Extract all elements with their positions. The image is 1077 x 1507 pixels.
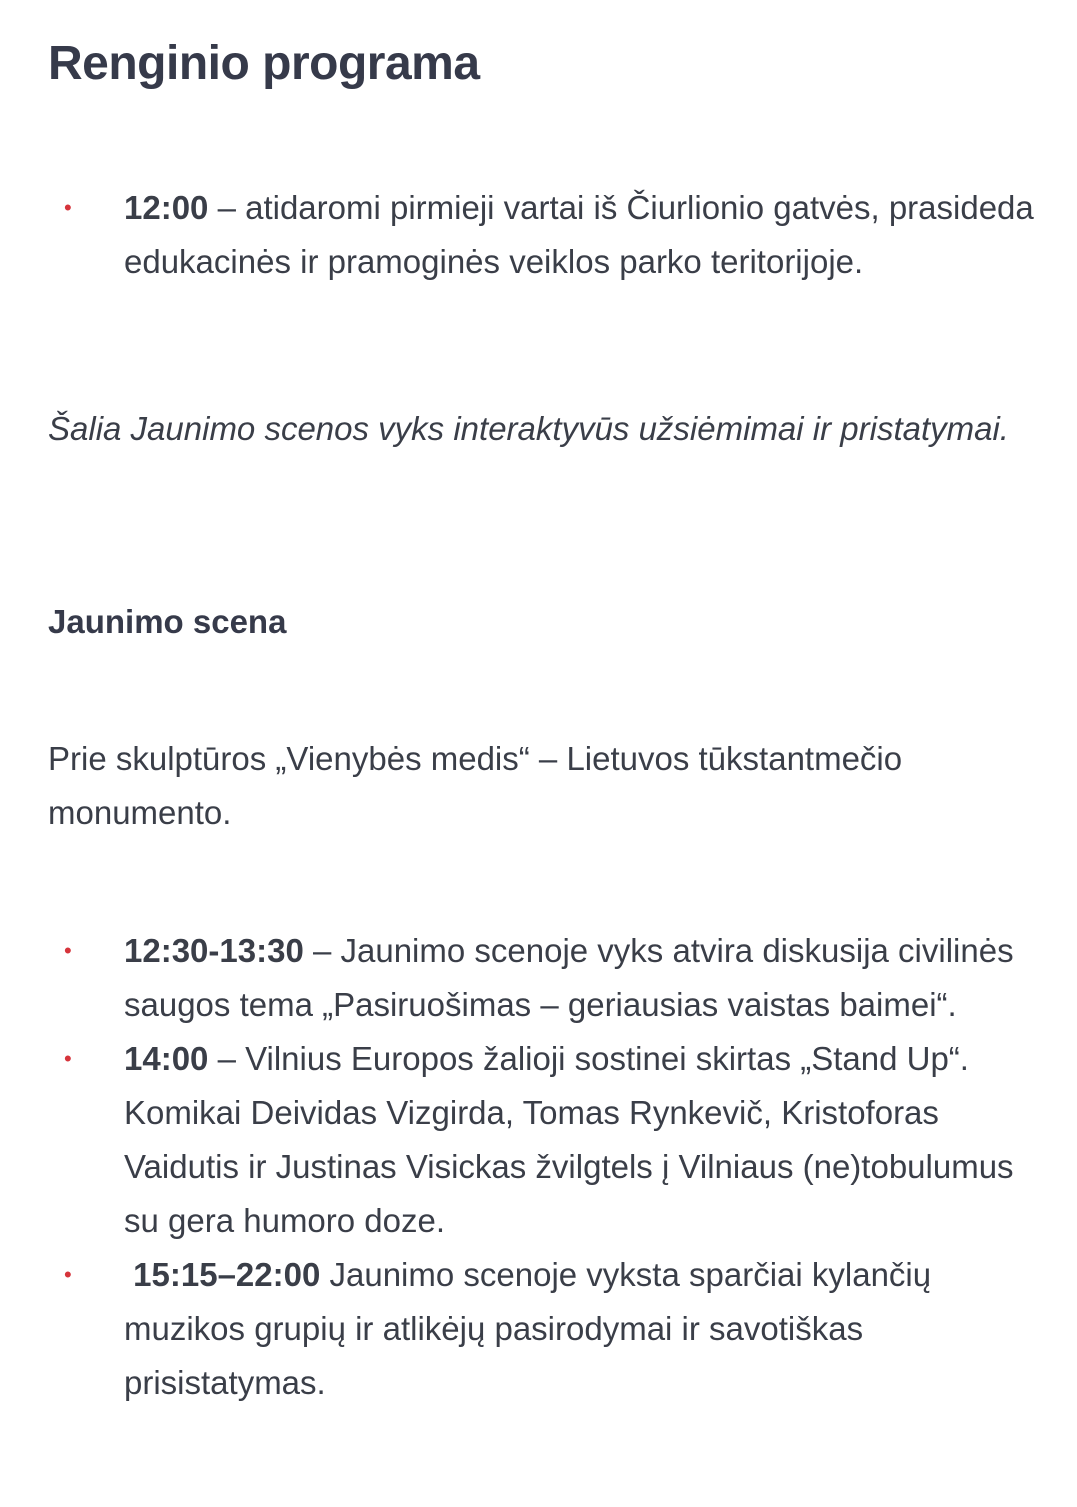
schedule-description: – atidaromi pirmieji vartai iš Čiurlionio gatvės, prasideda edukacinės ir pramoginės veiklos parko teritorijoje.	[124, 189, 1034, 280]
schedule-description: Jaunimo scenoje vyksta sparčiai kylančių muzikos grupių ir atlikėjų pasirodymai ir savotiškas prisistatymas.	[124, 1256, 932, 1401]
bullet-icon: •	[64, 938, 72, 963]
schedule-description: – Jaunimo scenoje vyks atvira diskusija civilinės saugos tema „Pasiruošimas – geriausias vaistas baimei“.	[124, 932, 1014, 1023]
schedule-time: 14:00	[124, 1040, 209, 1077]
section-heading: Jaunimo scena	[48, 603, 287, 640]
schedule-description: – Vilnius Europos žalioji sostinei skirtas „Stand Up“. Komikai Deividas Vizgirda, Tomas Rynkevič, Kristoforas Vaidutis ir Justinas Visickas žvilgtels į Vilniaus (ne)tobulumus su gera humoro doze.	[124, 1040, 1014, 1239]
opening-schedule-list	[0, 181, 1077, 289]
stage-schedule-list	[0, 924, 1077, 1410]
page-title: Renginio programa	[48, 37, 480, 90]
schedule-item	[0, 1032, 1077, 1248]
bullet-icon: •	[64, 195, 72, 220]
schedule-item	[0, 1248, 1077, 1410]
schedule-item	[0, 924, 1077, 1032]
schedule-time: 15:15–22:00	[124, 1256, 321, 1293]
stage-location: Prie skulptūros „Vienybės medis“ – Lietuvos tūkstantmečio monumento.	[48, 740, 903, 831]
schedule-item	[0, 181, 1077, 289]
schedule-time: 12:00	[124, 189, 209, 226]
activities-note: Šalia Jaunimo scenos vyks interaktyvūs užsiėmimai ir pristatymai.	[48, 410, 1009, 447]
bullet-icon: •	[64, 1262, 72, 1287]
bullet-icon: •	[64, 1046, 72, 1071]
schedule-time: 12:30-13:30	[124, 932, 304, 969]
